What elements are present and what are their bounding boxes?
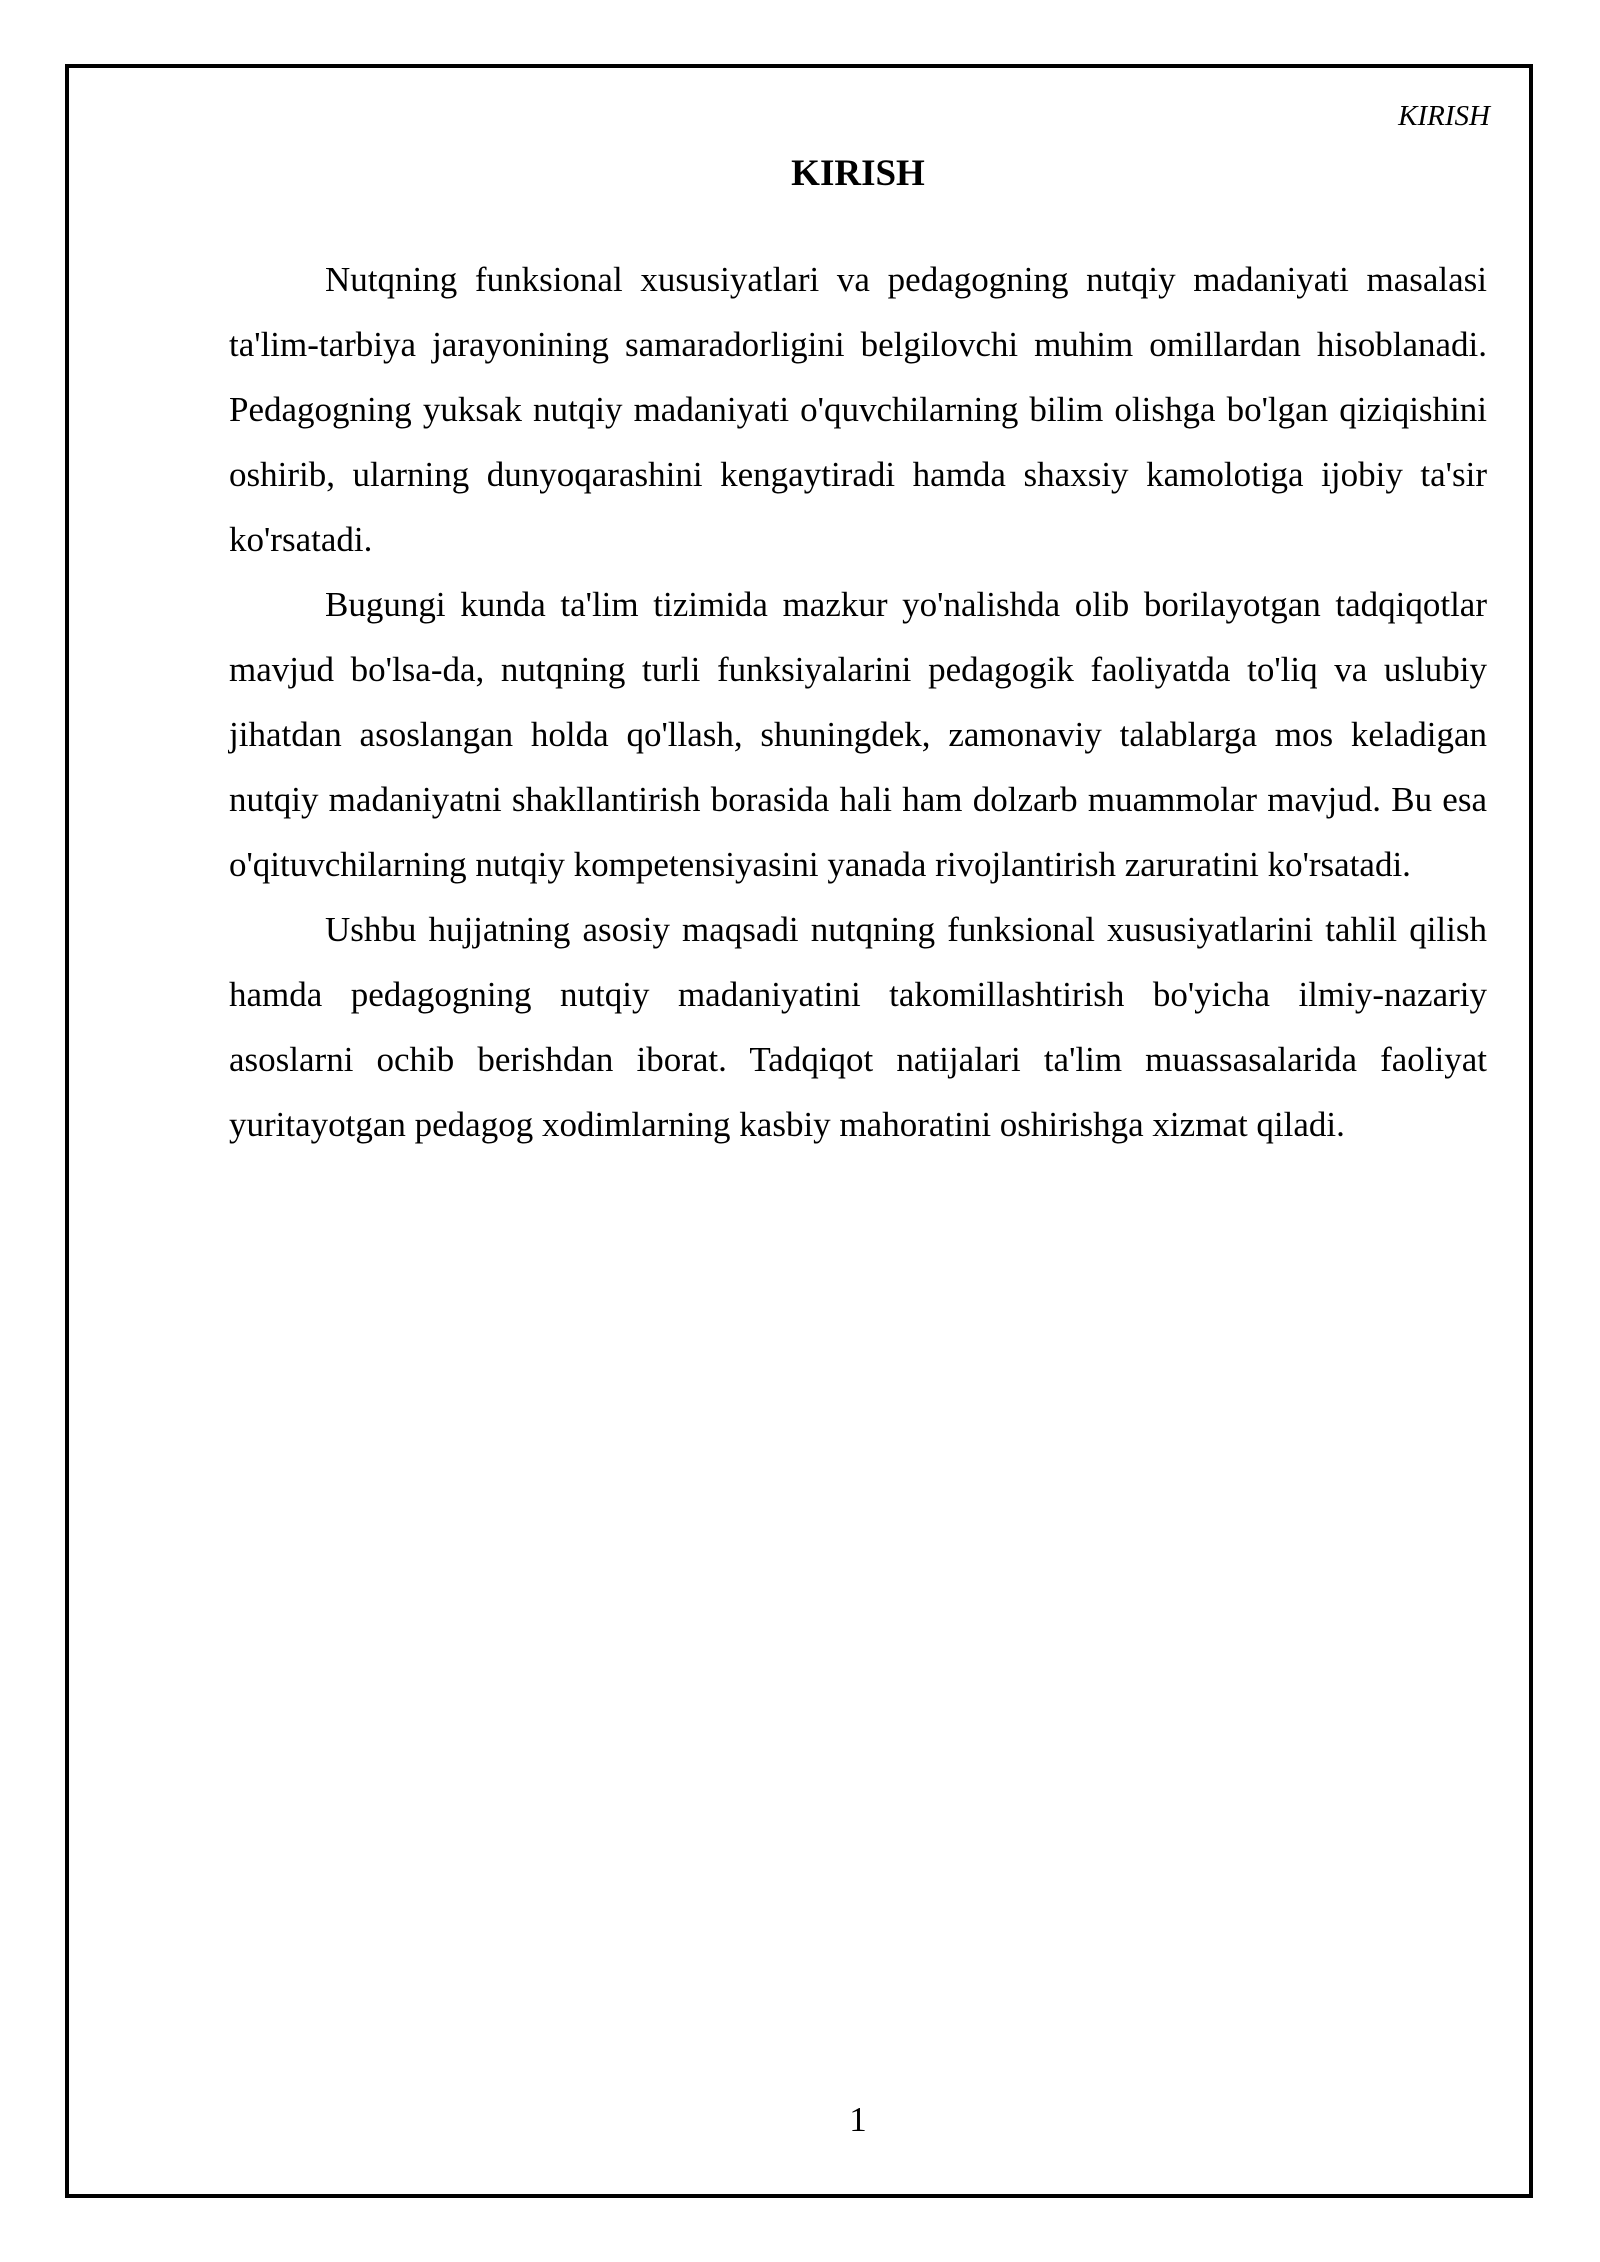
body-text	[229, 247, 1487, 1157]
document-title: KIRISH	[791, 153, 925, 194]
page-number: 1	[849, 2100, 867, 2139]
paragraph: Bugungi kunda ta'lim tizimida mazkur yo'nalishda olib borilayotgan tadqiqotlar mavjud bo'lsa-da, nutqning turli funksiyalarini pedagogik faoliyatda to'liq va uslubiy jihatdan asoslangan holda qo'llash, shuningdek, zamonaviy talablarga mos keladigan nutqiy madaniyatni shakllantirish borasida hali ham dolzarb muammolar mavjud. Bu esa o'qituvchilarning nutqiy kompetensiyasini yanada rivojlantirish zaruratini ko'rsatadi.	[229, 585, 1487, 884]
running-header: KIRISH	[1398, 100, 1490, 132]
paragraph: Ushbu hujjatning asosiy maqsadi nutqning funksional xususiyatlarini tahlil qilish hamda pedagogning nutqiy madaniyatini takomillashtirish bo'yicha ilmiy-nazariy asoslarni ochib berishdan iborat. Tadqiqot natijalari ta'lim muassasalarida faoliyat yuritayotgan pedagog xodimlarning kasbiy mahoratini oshirishga xizmat qiladi.	[229, 910, 1487, 1144]
paragraph: Nutqning funksional xususiyatlari va pedagogning nutqiy madaniyati masalasi ta'lim-tarbiya jarayonining samaradorligini belgilovchi muhim omillardan hisoblanadi. Pedagogning yuksak nutqiy madaniyati o'quvchilarning bilim olishga bo'lgan qiziqishini oshirib, ularning dunyoqarashini kengaytiradi hamda shaxsiy kamolotiga ijobiy ta'sir ko'rsatadi.	[229, 260, 1487, 559]
